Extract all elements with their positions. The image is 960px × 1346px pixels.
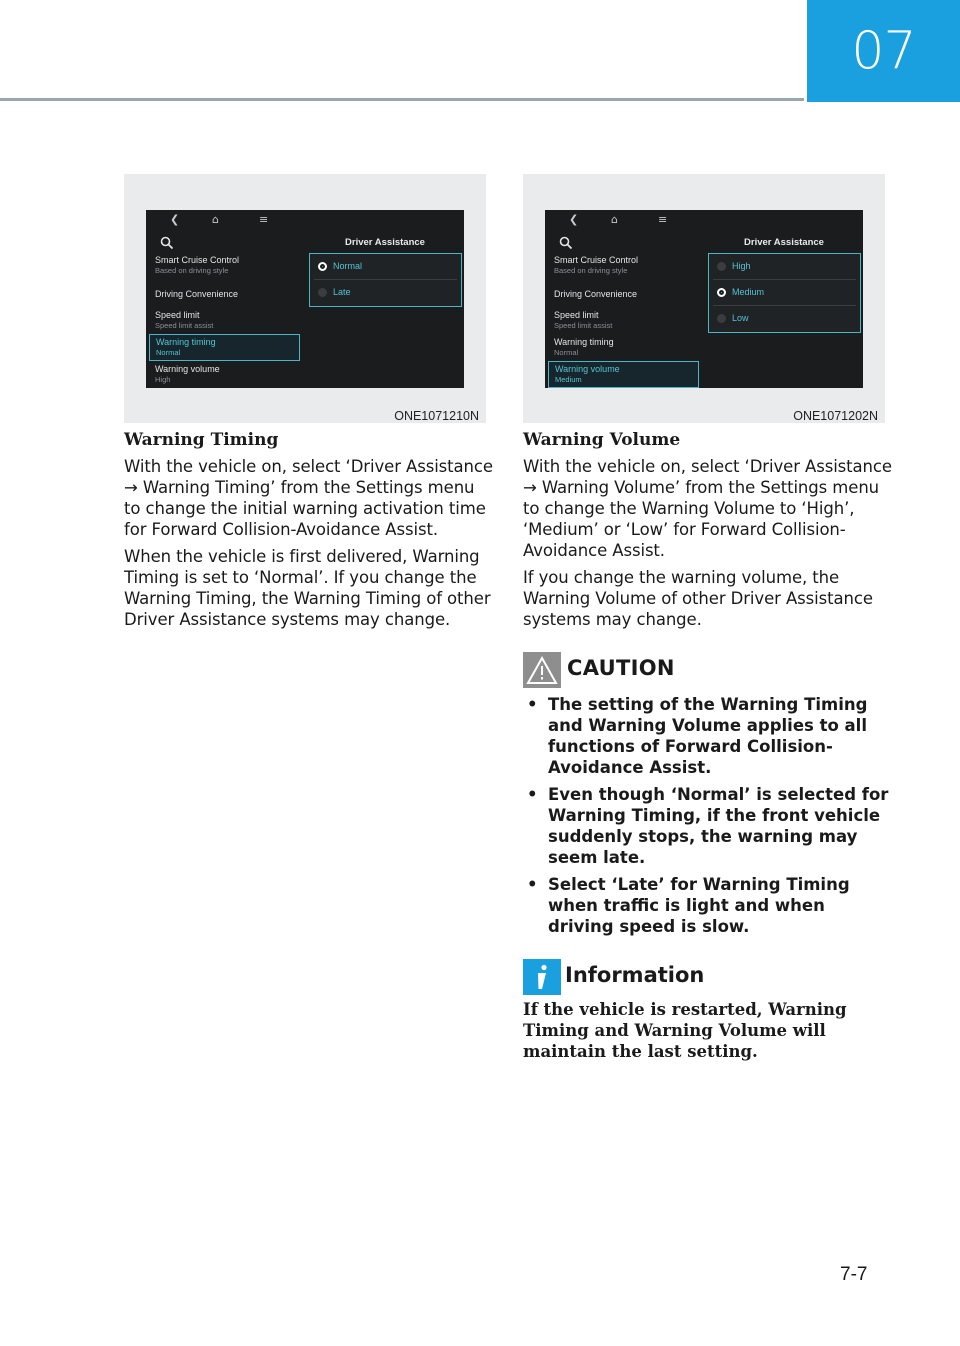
menu-item-driving-convenience[interactable]: Driving Convenience	[554, 289, 638, 299]
radio-checked-icon	[318, 262, 327, 271]
chapter-tab: 07	[807, 0, 960, 102]
screen-topbar	[146, 210, 464, 232]
options-list	[309, 253, 462, 307]
radio-unchecked-icon	[717, 314, 726, 323]
menu-item-warning-timing[interactable]: Warning timing Normal	[554, 337, 614, 357]
option-medium[interactable]: Medium	[713, 280, 856, 306]
figure-warning-timing	[124, 174, 486, 423]
figure-code: ONE1071202N	[793, 409, 878, 423]
menu-icon[interactable]: ≡	[658, 213, 668, 226]
information-title: Information	[565, 963, 705, 987]
section-heading: Warning Volume	[523, 430, 681, 450]
option-low[interactable]: Low	[713, 306, 856, 332]
menu-item-warning-volume[interactable]: Warning volume Medium	[548, 361, 699, 388]
information-text: If the vehicle is restarted, Warning Timing and Warning Volume will maintain the last setting.	[523, 1000, 847, 1061]
paragraph: With the vehicle on, select ‘Driver Assistance → Warning Volume’ from the Settings menu to change the Warning Volume to ‘High’, ‘Medium’ or ‘Low’ for Forward Collision-Avoidance Assist.	[523, 457, 892, 560]
section-heading: Warning Timing	[124, 430, 279, 450]
back-icon[interactable]: ❮	[569, 213, 579, 226]
info-icon	[523, 959, 561, 995]
menu-item-smart-cruise[interactable]: Smart Cruise Control Based on driving style	[554, 255, 639, 275]
caution-list	[523, 694, 895, 937]
menu-icon[interactable]: ≡	[259, 213, 269, 226]
section-warning-volume	[523, 430, 895, 1062]
menu-item-speed-limit[interactable]: Speed limit Speed limit assist	[554, 310, 613, 330]
panel-title: Driver Assistance	[744, 237, 824, 248]
radio-unchecked-icon	[318, 288, 327, 297]
panel-title: Driver Assistance	[345, 237, 425, 248]
menu-item-warning-timing[interactable]: Warning timing Normal	[149, 334, 300, 361]
home-icon[interactable]: ⌂	[611, 213, 618, 226]
paragraph: If you change the warning volume, the Warning Volume of other Driver Assistance systems may change.	[523, 568, 873, 629]
option-late[interactable]: Late	[314, 280, 457, 306]
home-icon[interactable]: ⌂	[212, 213, 219, 226]
page-number: 7-7	[840, 1264, 868, 1285]
screen-topbar	[545, 210, 863, 232]
list-item: • The setting of the Warning Timing and Warning Volume applies to all functions of Forward Collision-Avoidance Assist.	[527, 695, 868, 777]
information-header	[523, 959, 895, 999]
radio-checked-icon	[717, 288, 726, 297]
back-icon[interactable]: ❮	[170, 213, 180, 226]
menu-item-smart-cruise[interactable]: Smart Cruise Control Based on driving style	[155, 255, 240, 275]
paragraph: When the vehicle is first delivered, Warning Timing is set to ‘Normal’. If you change the Warning Timing, the Warning Timing of other Driver Assistance systems may change.	[124, 547, 491, 629]
paragraph: With the vehicle on, select ‘Driver Assistance → Warning Timing’ from the Settings menu to change the initial warning activation time for Forward Collision-Avoidance Assist.	[124, 457, 493, 539]
figure-warning-volume	[523, 174, 885, 423]
menu-item-driving-convenience[interactable]: Driving Convenience	[155, 289, 239, 299]
caution-title: CAUTION	[567, 656, 675, 680]
warning-triangle-icon	[523, 652, 561, 688]
option-normal[interactable]: Normal	[314, 254, 457, 280]
infotainment-screen	[545, 210, 863, 388]
section-warning-timing	[124, 430, 494, 636]
list-item: • Even though ‘Normal’ is selected for Warning Timing, if the front vehicle suddenly stops, the warning may seem late.	[527, 785, 889, 867]
figure-code: ONE1071210N	[394, 409, 479, 423]
search-icon[interactable]	[559, 236, 573, 250]
list-item: • Select ‘Late’ for Warning Timing when traffic is light and when driving speed is slow.	[527, 875, 850, 936]
menu-item-warning-volume[interactable]: Warning volume High	[155, 364, 220, 384]
options-list	[708, 253, 861, 333]
caution-header	[523, 652, 895, 692]
search-icon[interactable]	[160, 236, 174, 250]
header-rule	[0, 98, 804, 101]
menu-item-speed-limit[interactable]: Speed limit Speed limit assist	[155, 310, 214, 330]
option-high[interactable]: High	[713, 254, 856, 280]
radio-unchecked-icon	[717, 262, 726, 271]
infotainment-screen	[146, 210, 464, 388]
